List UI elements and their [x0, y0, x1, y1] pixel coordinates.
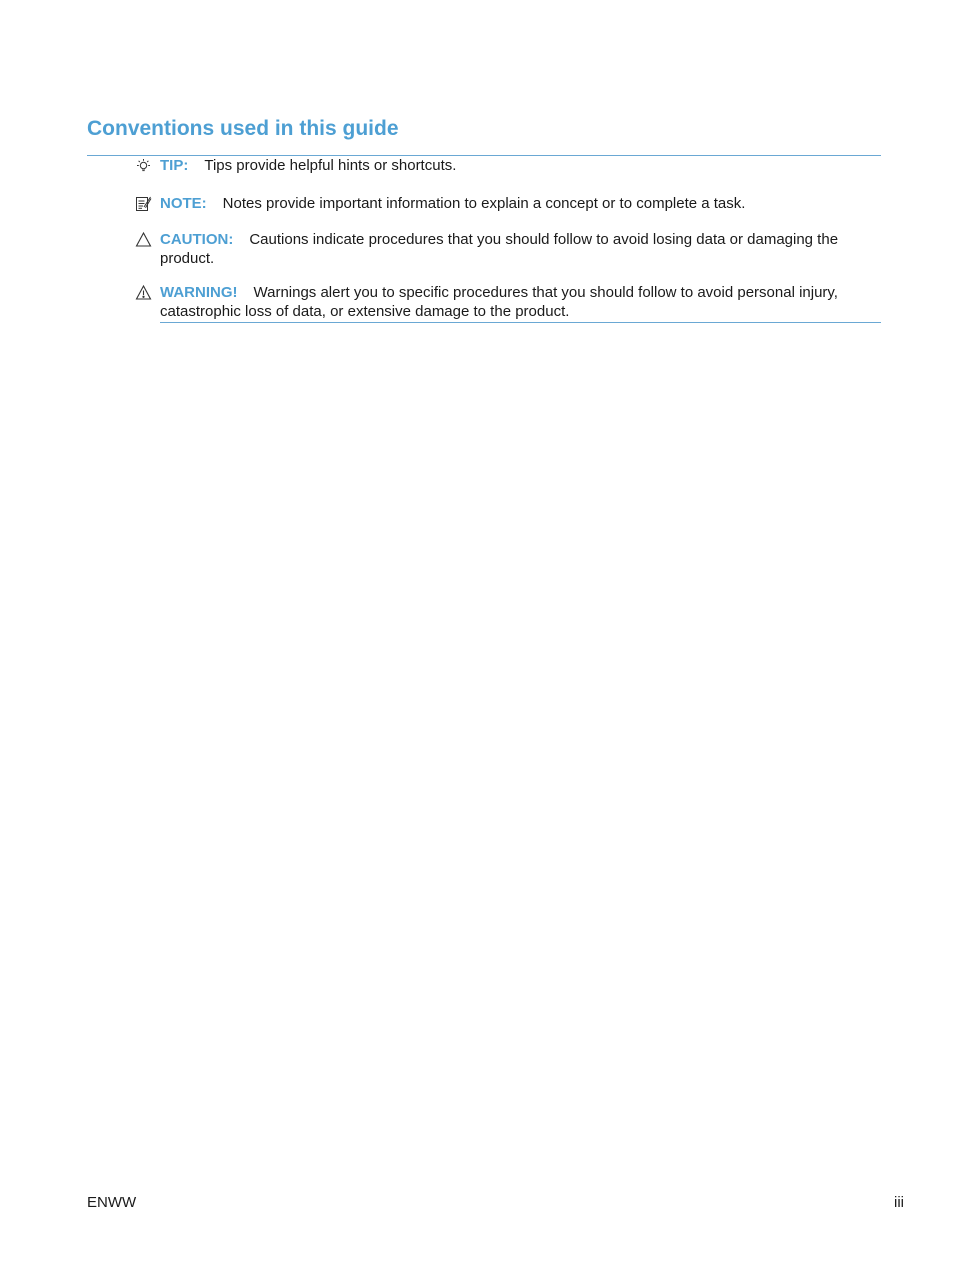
- caution-label: CAUTION:: [160, 231, 234, 248]
- caution-convention: [160, 230, 881, 268]
- warning-text: Warnings alert you to specific procedures that you should follow to avoid personal injury, catastrophic loss of data, or extensive damage to the product.: [160, 284, 838, 320]
- page-number: iii: [894, 1194, 904, 1211]
- conventions-bottom-divider: [160, 322, 881, 323]
- note-text: Notes provide important information to explain a concept or to complete a task.: [222, 195, 746, 212]
- warning-label: WARNING!: [160, 284, 238, 301]
- note-label: NOTE:: [160, 195, 207, 212]
- tip-convention: [160, 156, 881, 175]
- warning-convention: [160, 283, 881, 321]
- page-title: Conventions used in this guide: [87, 117, 399, 140]
- footer-left-label: ENWW: [87, 1194, 137, 1211]
- lightbulb-icon: [135, 158, 152, 175]
- caution-triangle-icon: [135, 231, 152, 248]
- note-convention: [160, 194, 881, 213]
- note-icon: [135, 195, 152, 212]
- caution-text: Cautions indicate procedures that you should follow to avoid losing data or damaging the product.: [160, 231, 839, 267]
- tip-label: TIP:: [160, 157, 189, 174]
- tip-text: Tips provide helpful hints or shortcuts.: [204, 157, 457, 174]
- warning-triangle-icon: [135, 284, 152, 301]
